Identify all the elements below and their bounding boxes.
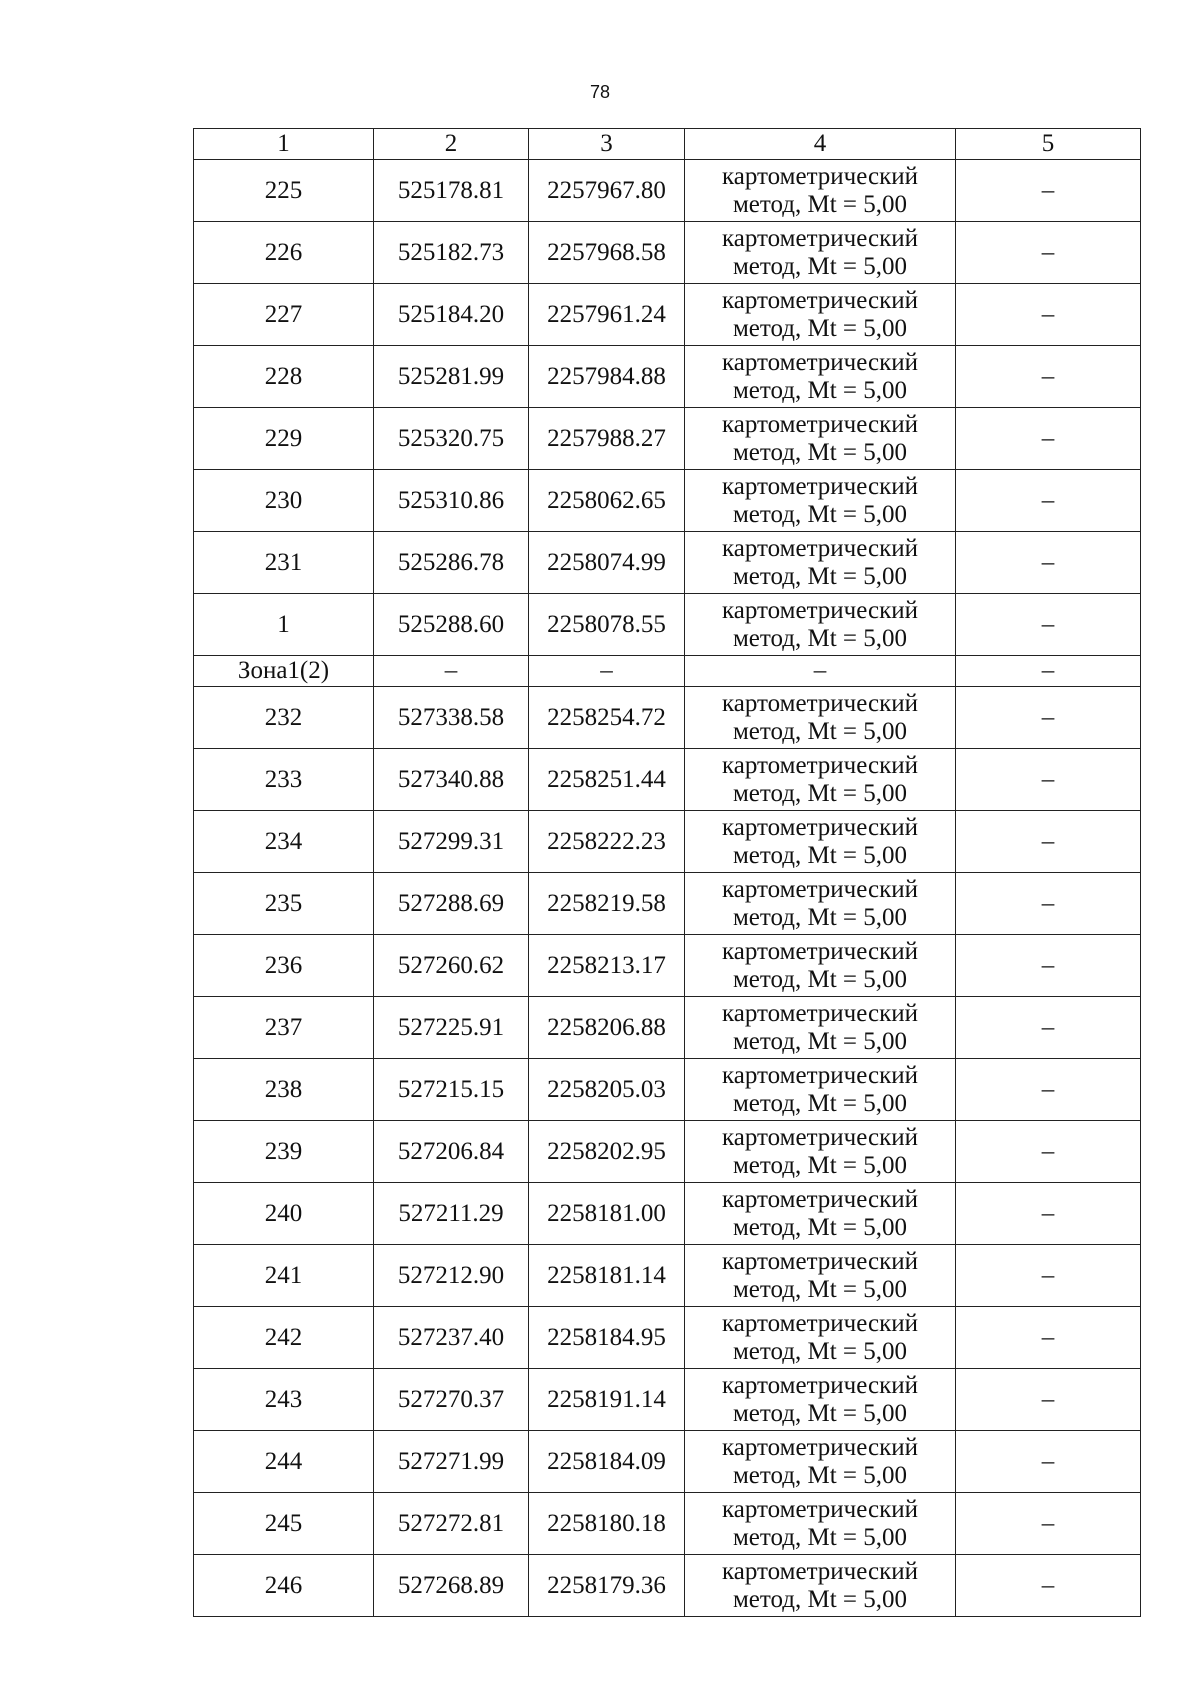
coordinate-y-cell: 2258191.14 <box>529 1369 685 1431</box>
coordinate-x-cell: 527206.84 <box>374 1121 529 1183</box>
table-row <box>194 1431 1141 1493</box>
method-line-2: метод, Mt = 5,00 <box>732 1399 908 1427</box>
coordinate-y-cell: 2258184.95 <box>529 1307 685 1369</box>
point-number-cell: 235 <box>194 873 374 935</box>
coordinate-y-cell: 2258205.03 <box>529 1059 685 1121</box>
method-cell <box>685 749 956 811</box>
coordinate-y-cell: 2258062.65 <box>529 470 685 532</box>
method-line-2: метод, Mt = 5,00 <box>732 717 908 745</box>
table-row <box>194 1493 1141 1555</box>
point-number-cell: 227 <box>194 284 374 346</box>
method-line-1: картометрический <box>722 1371 918 1399</box>
method-cell <box>685 594 956 656</box>
method-line-2: метод, Mt = 5,00 <box>732 376 908 404</box>
table-row <box>194 160 1141 222</box>
method-line-2: метод, Mt = 5,00 <box>732 1027 908 1055</box>
zone-dash-cell: – <box>956 656 1141 687</box>
method-line-2: метод, Mt = 5,00 <box>732 1337 908 1365</box>
method-cell <box>685 1121 956 1183</box>
table-row <box>194 873 1141 935</box>
coordinate-y-cell: 2258181.00 <box>529 1183 685 1245</box>
coordinate-y-cell: 2258206.88 <box>529 997 685 1059</box>
method-line-1: картометрический <box>722 689 918 717</box>
coordinate-x-cell: 527271.99 <box>374 1431 529 1493</box>
coordinate-x-cell: 525184.20 <box>374 284 529 346</box>
coordinate-y-cell: 2257988.27 <box>529 408 685 470</box>
method-cell <box>685 687 956 749</box>
table-row <box>194 532 1141 594</box>
method-line-1: картометрический <box>722 472 918 500</box>
table-header-row <box>194 129 1141 160</box>
coordinate-x-cell: 525320.75 <box>374 408 529 470</box>
page-number: 78 <box>589 82 611 102</box>
coordinate-x-cell: 527211.29 <box>374 1183 529 1245</box>
point-number-cell: 230 <box>194 470 374 532</box>
coordinate-y-cell: 2257968.58 <box>529 222 685 284</box>
column-5-cell: – <box>956 873 1141 935</box>
method-line-2: метод, Mt = 5,00 <box>732 314 908 342</box>
table-row <box>194 935 1141 997</box>
method-cell <box>685 284 956 346</box>
method-line-1: картометрический <box>722 1433 918 1461</box>
coordinate-x-cell: 527340.88 <box>374 749 529 811</box>
zone-separator-row <box>194 656 1141 687</box>
column-5-cell: – <box>956 1493 1141 1555</box>
zone-label-cell: Зона1(2) <box>194 656 374 687</box>
table-row <box>194 470 1141 532</box>
point-number-cell: 236 <box>194 935 374 997</box>
coordinate-y-cell: 2258181.14 <box>529 1245 685 1307</box>
method-cell <box>685 811 956 873</box>
column-5-cell: – <box>956 749 1141 811</box>
point-number-cell: 246 <box>194 1555 374 1617</box>
table-row <box>194 997 1141 1059</box>
coordinates-table-body <box>194 129 1141 1617</box>
method-line-2: метод, Mt = 5,00 <box>732 841 908 869</box>
method-line-1: картометрический <box>722 286 918 314</box>
coordinate-x-cell: 525178.81 <box>374 160 529 222</box>
coordinate-y-cell: 2258254.72 <box>529 687 685 749</box>
method-line-2: метод, Mt = 5,00 <box>732 779 908 807</box>
method-line-1: картометрический <box>722 1061 918 1089</box>
point-number-cell: 237 <box>194 997 374 1059</box>
coordinate-y-cell: 2257961.24 <box>529 284 685 346</box>
column-5-cell: – <box>956 1555 1141 1617</box>
coordinate-y-cell: 2257984.88 <box>529 346 685 408</box>
point-number-cell: 229 <box>194 408 374 470</box>
method-line-2: метод, Mt = 5,00 <box>732 1523 908 1551</box>
point-number-cell: 234 <box>194 811 374 873</box>
point-number-cell: 240 <box>194 1183 374 1245</box>
table-row <box>194 811 1141 873</box>
method-cell <box>685 1059 956 1121</box>
coordinate-x-cell: 527225.91 <box>374 997 529 1059</box>
coordinate-x-cell: 527260.62 <box>374 935 529 997</box>
method-line-1: картометрический <box>722 937 918 965</box>
coordinate-x-cell: 527288.69 <box>374 873 529 935</box>
method-cell <box>685 160 956 222</box>
point-number-cell: 225 <box>194 160 374 222</box>
method-line-1: картометрический <box>722 1185 918 1213</box>
coordinate-y-cell: 2258179.36 <box>529 1555 685 1617</box>
zone-dash-cell: – <box>374 656 529 687</box>
point-number-cell: 1 <box>194 594 374 656</box>
method-line-2: метод, Mt = 5,00 <box>732 1089 908 1117</box>
point-number-cell: 232 <box>194 687 374 749</box>
method-cell <box>685 1307 956 1369</box>
table-row <box>194 222 1141 284</box>
method-line-1: картометрический <box>722 534 918 562</box>
coordinate-x-cell: 525281.99 <box>374 346 529 408</box>
method-cell <box>685 408 956 470</box>
column-5-cell: – <box>956 594 1141 656</box>
method-cell <box>685 1555 956 1617</box>
column-5-cell: – <box>956 346 1141 408</box>
column-5-cell: – <box>956 811 1141 873</box>
coordinate-x-cell: 525310.86 <box>374 470 529 532</box>
table-row <box>194 1059 1141 1121</box>
coordinate-y-cell: 2258213.17 <box>529 935 685 997</box>
point-number-cell: 241 <box>194 1245 374 1307</box>
table-row <box>194 1555 1141 1617</box>
method-line-2: метод, Mt = 5,00 <box>732 190 908 218</box>
table-row <box>194 749 1141 811</box>
point-number-cell: 233 <box>194 749 374 811</box>
method-line-1: картометрический <box>722 1557 918 1585</box>
coordinate-x-cell: 527268.89 <box>374 1555 529 1617</box>
column-5-cell: – <box>956 997 1141 1059</box>
column-5-cell: – <box>956 687 1141 749</box>
method-line-2: метод, Mt = 5,00 <box>732 562 908 590</box>
column-5-cell: – <box>956 1059 1141 1121</box>
coordinate-y-cell: 2257967.80 <box>529 160 685 222</box>
method-line-2: метод, Mt = 5,00 <box>732 1585 908 1613</box>
table-row <box>194 284 1141 346</box>
coordinate-x-cell: 527212.90 <box>374 1245 529 1307</box>
header-cell-4: 4 <box>685 129 956 160</box>
header-cell-5: 5 <box>956 129 1141 160</box>
method-line-2: метод, Mt = 5,00 <box>732 1151 908 1179</box>
method-cell <box>685 470 956 532</box>
point-number-cell: 238 <box>194 1059 374 1121</box>
column-5-cell: – <box>956 408 1141 470</box>
method-line-1: картометрический <box>722 999 918 1027</box>
point-number-cell: 231 <box>194 532 374 594</box>
column-5-cell: – <box>956 222 1141 284</box>
coordinate-y-cell: 2258074.99 <box>529 532 685 594</box>
method-line-1: картометрический <box>722 1309 918 1337</box>
column-5-cell: – <box>956 284 1141 346</box>
table-row <box>194 1307 1141 1369</box>
coordinate-y-cell: 2258180.18 <box>529 1493 685 1555</box>
coordinate-x-cell: 525288.60 <box>374 594 529 656</box>
method-line-2: метод, Mt = 5,00 <box>732 965 908 993</box>
coordinate-x-cell: 525182.73 <box>374 222 529 284</box>
table-row <box>194 594 1141 656</box>
point-number-cell: 226 <box>194 222 374 284</box>
column-5-cell: – <box>956 1245 1141 1307</box>
header-cell-3: 3 <box>529 129 685 160</box>
column-5-cell: – <box>956 160 1141 222</box>
method-line-1: картометрический <box>722 162 918 190</box>
method-line-1: картометрический <box>722 348 918 376</box>
column-5-cell: – <box>956 1369 1141 1431</box>
table-row <box>194 1245 1141 1307</box>
method-line-2: метод, Mt = 5,00 <box>732 1213 908 1241</box>
method-cell <box>685 1431 956 1493</box>
method-line-2: метод, Mt = 5,00 <box>732 252 908 280</box>
method-line-1: картометрический <box>722 813 918 841</box>
method-cell <box>685 873 956 935</box>
column-5-cell: – <box>956 1183 1141 1245</box>
method-cell <box>685 222 956 284</box>
coordinate-x-cell: 525286.78 <box>374 532 529 594</box>
coordinate-x-cell: 527299.31 <box>374 811 529 873</box>
method-line-2: метод, Mt = 5,00 <box>732 624 908 652</box>
table-row <box>194 1121 1141 1183</box>
coordinate-y-cell: 2258184.09 <box>529 1431 685 1493</box>
coordinate-y-cell: 2258222.23 <box>529 811 685 873</box>
method-line-1: картометрический <box>722 1247 918 1275</box>
coordinates-table <box>193 128 1141 1617</box>
column-5-cell: – <box>956 1121 1141 1183</box>
method-cell <box>685 532 956 594</box>
method-cell <box>685 346 956 408</box>
method-cell <box>685 1493 956 1555</box>
method-line-1: картометрический <box>722 596 918 624</box>
header-cell-2: 2 <box>374 129 529 160</box>
method-cell <box>685 1369 956 1431</box>
coordinate-y-cell: 2258251.44 <box>529 749 685 811</box>
table-row <box>194 687 1141 749</box>
method-line-2: метод, Mt = 5,00 <box>732 903 908 931</box>
zone-dash-cell: – <box>685 656 956 687</box>
method-line-2: метод, Mt = 5,00 <box>732 1461 908 1489</box>
table-row <box>194 1369 1141 1431</box>
method-line-1: картометрический <box>722 1123 918 1151</box>
point-number-cell: 245 <box>194 1493 374 1555</box>
table-row <box>194 1183 1141 1245</box>
header-cell-1: 1 <box>194 129 374 160</box>
method-line-2: метод, Mt = 5,00 <box>732 438 908 466</box>
method-cell <box>685 997 956 1059</box>
column-5-cell: – <box>956 532 1141 594</box>
coordinate-x-cell: 527237.40 <box>374 1307 529 1369</box>
method-cell <box>685 935 956 997</box>
point-number-cell: 244 <box>194 1431 374 1493</box>
point-number-cell: 243 <box>194 1369 374 1431</box>
method-line-1: картометрический <box>722 224 918 252</box>
coordinate-x-cell: 527270.37 <box>374 1369 529 1431</box>
coordinate-y-cell: 2258202.95 <box>529 1121 685 1183</box>
table-row <box>194 408 1141 470</box>
coordinate-x-cell: 527338.58 <box>374 687 529 749</box>
coordinate-x-cell: 527215.15 <box>374 1059 529 1121</box>
column-5-cell: – <box>956 1307 1141 1369</box>
table-row <box>194 346 1141 408</box>
method-line-1: картометрический <box>722 751 918 779</box>
column-5-cell: – <box>956 470 1141 532</box>
coordinate-y-cell: 2258219.58 <box>529 873 685 935</box>
point-number-cell: 242 <box>194 1307 374 1369</box>
coordinate-y-cell: 2258078.55 <box>529 594 685 656</box>
method-cell <box>685 1245 956 1307</box>
method-line-2: метод, Mt = 5,00 <box>732 500 908 528</box>
method-line-1: картометрический <box>722 1495 918 1523</box>
column-5-cell: – <box>956 935 1141 997</box>
method-cell <box>685 1183 956 1245</box>
point-number-cell: 228 <box>194 346 374 408</box>
method-line-2: метод, Mt = 5,00 <box>732 1275 908 1303</box>
zone-dash-cell: – <box>529 656 685 687</box>
method-line-1: картометрический <box>722 410 918 438</box>
coordinate-x-cell: 527272.81 <box>374 1493 529 1555</box>
method-line-1: картометрический <box>722 875 918 903</box>
point-number-cell: 239 <box>194 1121 374 1183</box>
column-5-cell: – <box>956 1431 1141 1493</box>
